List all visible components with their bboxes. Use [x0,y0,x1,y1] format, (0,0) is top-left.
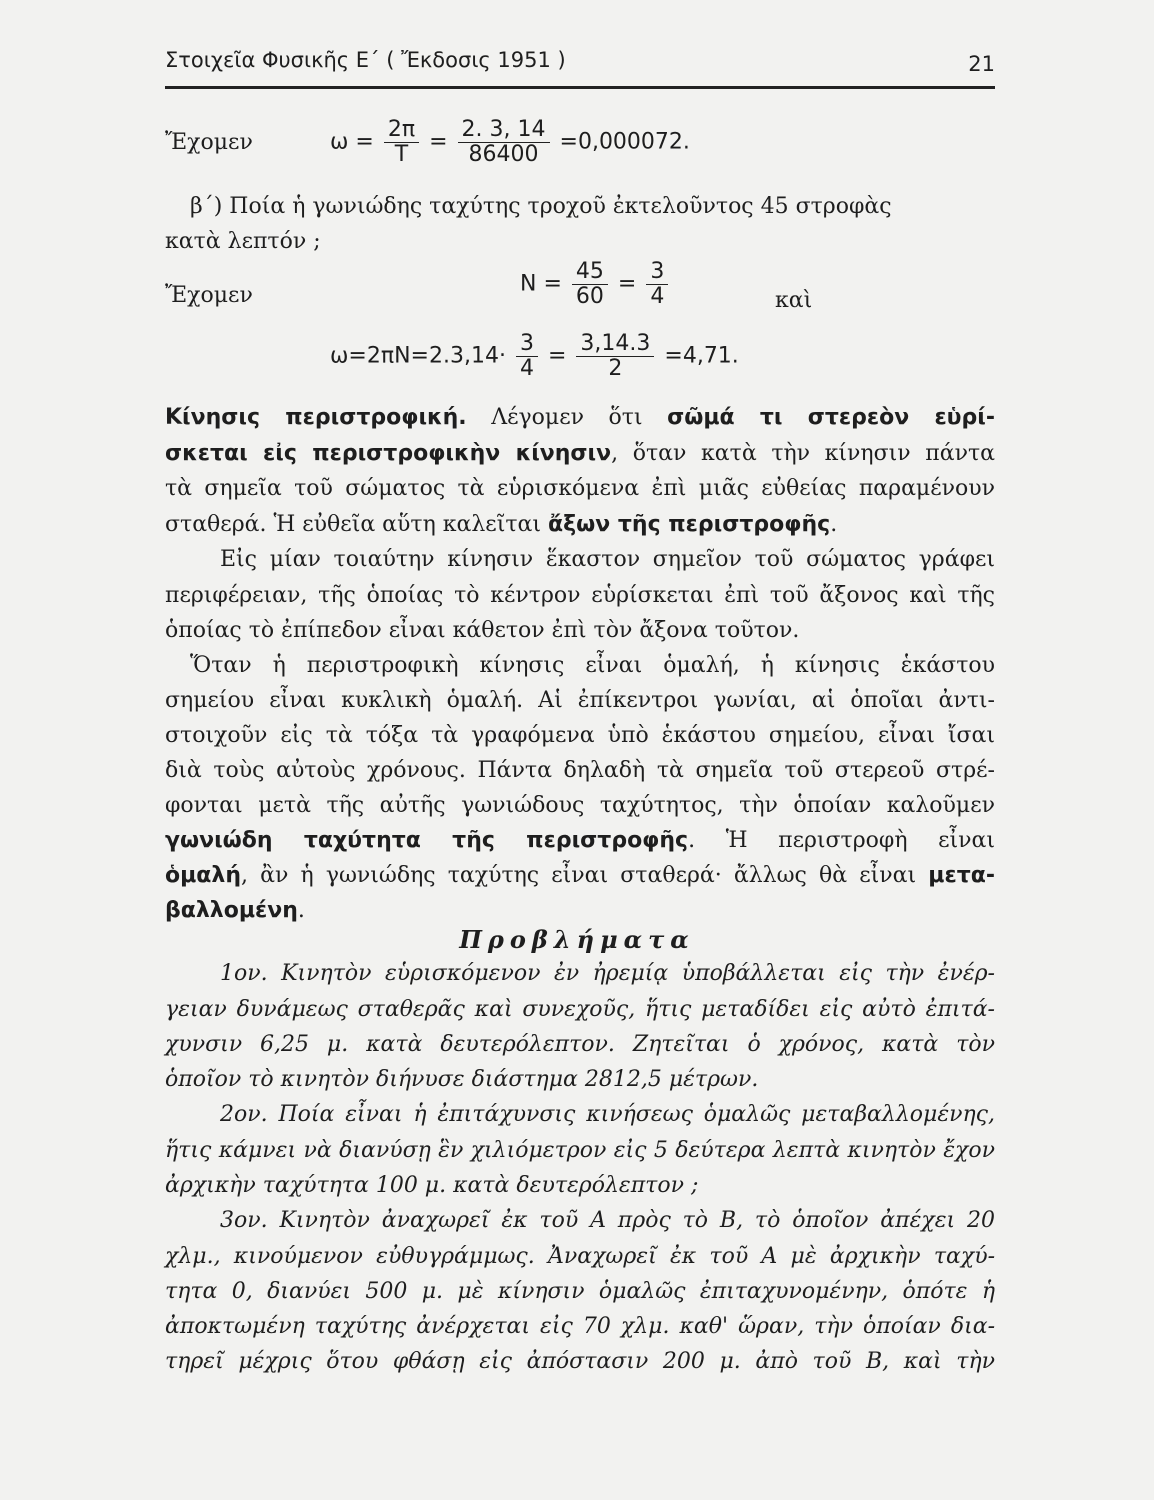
problem-2-line-1: 2ον. Ποία εἶναι ἡ ἐπιτάχυνσις κινήσεως ὁμαλῶς μεταβαλλομένης, [220,1102,995,1127]
eq1-fraction-1 [384,118,419,167]
section-line-4-end: . [830,512,838,537]
section-line-11: διὰ τοὺς αὐτοὺς χρόνους. Πάντα δηλαδὴ τὰ σημεῖα τοῦ στερεοῦ στρέ- [165,758,995,783]
term-variable-1: μετα- [928,863,995,888]
section-line-1 [165,407,995,429]
eq1-result: =0,000072. [559,129,690,155]
equation-n [520,260,671,309]
term-variable-2: βαλλομένη [165,898,298,923]
header-rule [165,86,995,89]
section-line-14-text: , ἂν ἡ γωνιώδης ταχύτης εἶναι σταθερά· ἄλλως θὰ εἶναι [241,863,929,888]
section-line-12: φονται μετὰ τῆς αὐτῆς γωνιώδους ταχύτητος, τὴν ὁποίαν καλοῦμεν [165,793,995,818]
section-line-8: Ὅταν ἡ περιστροφικὴ κίνησις εἶναι ὁμαλή, ἡ κίνησις ἑκάστου [190,653,995,678]
header-title: Στοιχεῖα Φυσικῆς Ε΄ ( Ἔκδοσις 1951 ) [165,48,566,72]
eq2-fraction-1 [572,260,608,309]
eq1-f1-den: T [394,142,409,168]
section-line-9: σημείου εἶναι κυκλικὴ ὁμαλή. Αἱ ἐπίκεντροι γωνίαι, αἱ ὁποῖαι ἀντι- [165,688,995,713]
eq1-f2-num: 2. 3, 14 [458,118,550,143]
section-line-2-text: , ὅταν κατὰ τὴν κίνησιν πάντα [611,441,995,466]
eq1-label: Ἔχομεν [165,130,253,155]
section-line-10: στοιχοῦν εἰς τὰ τόξα τὰ γραφόμενα ὑπὸ ἑκάστου σημείου, εἶναι ἴσαι [165,723,995,748]
section-line-4-text: σταθερά. Ἡ εὐθεῖα αὕτη καλεῖται [165,512,548,537]
section-line-13-text: . Ἡ περιστροφὴ εἶναι [688,828,995,853]
eq3-f2-den: 2 [608,356,623,382]
section-line-6: περιφέρειαν, τῆς ὁποίας τὸ κέντρον εὑρίσκεται ἐπὶ τοῦ ἄξονος καὶ τῆς [165,583,995,608]
eq2-f2-den: 4 [650,284,665,310]
eq1-lhs: ω = [330,129,374,155]
eq3-f2-num: 3,14.3 [576,332,654,357]
problem-1-line-3: χυνσιν 6,25 μ. κατὰ δευτερόλεπτον. Ζητεῖται ὁ χρόνος, κατὰ τὸν [165,1032,995,1057]
problem-3-line-2: χλμ., κινούμενον εὐθυγράμμως. Ἀναχωρεῖ ἐκ τοῦ Α μὲ ἀρχικὴν ταχύ- [165,1244,995,1269]
term-rotational-motion-2: σκεται εἰς περιστροφικὴν κίνησιν [165,441,612,466]
problem-3-line-4: ἀποκτωμένη ταχύτης ἀνέρχεται εἰς 70 χλμ. καθ' ὥραν, τὴν ὁποίαν δια- [165,1314,995,1339]
eq2-label: Ἔχομεν [165,283,253,308]
question-b-line-2: κατὰ λεπτόν ; [165,229,321,254]
eq1-f2-den: 86400 [468,142,539,168]
eq3-lhs: ω=2πN=2.3,14· [330,343,506,369]
section-line-14 [165,865,995,887]
eq2-equals: = [617,271,637,297]
eq2-f2-num: 3 [646,260,668,285]
eq2-kai: καὶ [775,288,813,313]
eq2-f1-num: 45 [572,260,608,285]
eq1-f1-num: 2π [384,118,419,143]
eq3-equals: = [547,343,567,369]
eq3-fraction-1 [516,332,538,381]
page-number: 21 [968,52,995,76]
problem-3-line-3: τητα 0, διανύει 500 μ. μὲ κίνησιν ὁμαλῶς ἐπιταχυνομένην, ὁπότε ἡ [165,1279,995,1304]
eq1-equals: = [429,129,448,155]
eq3-f1-den: 4 [519,356,534,382]
section-line-3: τὰ σημεῖα τοῦ σώματος τὰ εὑρισκόμενα ἐπὶ μιᾶς εὐθείας παραμένουν [165,476,995,501]
running-header [165,48,995,76]
eq3-result: =4,71. [664,343,739,369]
section-line-15 [165,900,995,922]
problem-3-line-1: 3ον. Κινητὸν ἀναχωρεῖ ἐκ τοῦ Α πρὸς τὸ Β, τὸ ὁποῖον ἀπέχει 20 [220,1208,995,1233]
section-line-2 [165,443,995,465]
question-b-line-1: β΄) Ποία ἡ γωνιώδης ταχύτης τροχοῦ ἐκτελοῦντος 45 στροφὰς [190,194,892,219]
problem-1-line-2: γειαν δυνάμεως σταθερᾶς καὶ συνεχοῦς, ἥτις μεταδίδει εἰς αὐτὸ ἐπιτά- [165,997,995,1022]
eq3-f1-num: 3 [516,332,538,357]
problem-1-line-1: 1ον. Κινητὸν εὑρισκόμενον ἐν ἠρεμίᾳ ὑποβάλλεται εἰς τὴν ἐνέρ- [220,961,995,986]
eq3-fraction-2 [576,332,654,381]
term-rotational-motion: Κίνησις περιστροφική. [165,405,467,430]
eq2-lhs: N = [520,271,562,297]
term-uniform: ὁμαλή [165,863,242,888]
eq2-f1-den: 60 [575,284,604,310]
problem-2-line-2: ἥτις κάμνει νὰ διανύσῃ ἓν χιλιόμετρον εἰς 5 δεύτερα λεπτὰ κινητὸν ἔχον [165,1138,995,1163]
problems-title: Προβλήματα [459,925,695,954]
section-line-1-text: Λέγομεν ὅτι [466,405,668,430]
section-line-15-end: . [297,898,305,923]
section-line-13 [165,830,995,852]
section-line-4 [165,514,995,536]
problem-1-line-4: ὁποῖον τὸ κινητὸν διήνυσε διάστημα 2812,5 μέτρων. [165,1067,759,1092]
problem-3-line-5: τηρεῖ μέχρις ὅτου φθάσῃ εἰς ἀπόστασιν 200 μ. ἀπὸ τοῦ Β, καὶ τὴν [165,1349,995,1374]
problem-2-line-3: ἀρχικὴν ταχύτητα 100 μ. κατὰ δευτερόλεπτον ; [165,1173,699,1198]
term-angular-velocity: γωνιώδη ταχύτητα τῆς περιστροφῆς [165,828,689,853]
equation-omega-2 [330,332,739,381]
eq2-fraction-2 [646,260,668,309]
eq1-fraction-2 [458,118,550,167]
term-axis-of-rotation: ἄξων τῆς περιστροφῆς [547,512,831,537]
section-line-5: Εἰς μίαν τοιαύτην κίνησιν ἕκαστον σημεῖον τοῦ σώματος γράφει [220,547,995,572]
term-rigid-body: σῶμά τι στερεὸν εὑρί- [667,405,995,430]
equation-omega-1 [330,118,690,167]
section-line-7: ὁποίας τὸ ἐπίπεδον εἶναι κάθετον ἐπὶ τὸν ἄξονα τοῦτον. [165,618,800,643]
